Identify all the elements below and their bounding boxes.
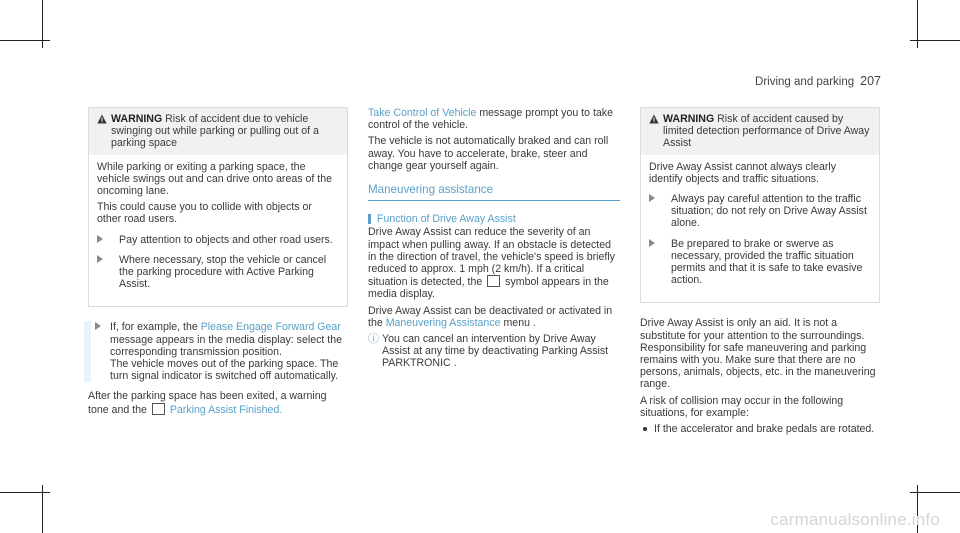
column-2	[368, 107, 620, 370]
bullet-text: If the accelerator and brake pedals are rotated.	[654, 423, 875, 436]
after-text	[88, 390, 348, 415]
menu-link[interactable]: Maneuvering Assistance	[385, 316, 501, 329]
arrow-icon	[97, 255, 103, 263]
action-text: Pay attention to objects and other road users.	[119, 233, 333, 246]
warning-icon	[649, 114, 659, 124]
action-item	[97, 234, 339, 246]
action-item	[649, 238, 871, 287]
step-text: message appears in the media display: select the corresponding transmission position.	[110, 333, 343, 358]
body-text-end: symbol appears in the media display.	[368, 276, 609, 301]
warning-box	[640, 107, 880, 303]
body-text-end: menu .	[503, 316, 536, 329]
step-result: The vehicle moves out of the parking space. The turn signal indicator is switched off automatically.	[110, 358, 339, 383]
warning-body	[89, 155, 347, 307]
column-1	[88, 107, 348, 420]
body-text: Drive Away Assist is only an aid. It is not a substitute for your attention to the surroundings. Responsibility for safe maneuvering and parking remains with you. Make sure that there are no persons, animals, objects, etc. in the maneuvering range.	[640, 317, 876, 391]
section-title: Maneuvering assistance	[368, 184, 620, 201]
section-name: Driving and parking	[755, 76, 855, 88]
warning-header	[641, 108, 879, 155]
arrow-icon	[649, 194, 655, 202]
note-text: You can cancel an intervention by Drive Away Assist at any time by deactivating Parking Assist PARKTRONIC .	[382, 333, 609, 370]
crop-mark	[0, 40, 50, 41]
sub-title: Function of Drive Away Assist	[368, 213, 620, 225]
body-text	[368, 305, 620, 329]
body-text-start: Drive Away Assist can reduce the severity of an impact when pulling away. If an obstacle is detected in the direction of travel, the vehicle's speed is briefly reduced to approx. 1 mph (2 km/h). If a critical situation is detected, the	[368, 226, 615, 289]
display-message-link[interactable]: Please Engage Forward Gear	[200, 321, 341, 334]
warning-headline: Risk of accident due to vehicle swinging out while parking or pulling out of a parking space	[111, 113, 319, 150]
warning-text: While parking or exiting a parking space, the vehicle swings out and can drive onto areas of the oncoming lane.	[97, 160, 332, 198]
page-number: 207	[860, 74, 881, 88]
note	[368, 333, 620, 370]
warning-icon	[97, 114, 107, 124]
action-text: Always pay careful attention to the traffic situation; do not rely on Drive Away Assist alone.	[671, 193, 867, 230]
action-item	[649, 193, 871, 230]
body-text	[368, 226, 620, 300]
warning-box	[88, 107, 348, 307]
crop-mark	[0, 492, 50, 493]
action-text: Be prepared to brake or swerve as necessary, provided the traffic situation permits and that it is safe to take evasive action.	[671, 237, 863, 287]
info-icon: ⓘ	[368, 333, 379, 346]
warning-title: WARNING	[111, 113, 163, 125]
warning-text: This could cause you to collide with objects or other road users.	[97, 201, 312, 226]
step-item	[88, 321, 348, 382]
body-text: A risk of collision may occur in the following situations, for example:	[640, 394, 844, 419]
highlight-bar	[84, 321, 91, 382]
step-text: If, for example, the	[110, 321, 198, 334]
warning-title: WARNING	[663, 113, 715, 125]
warning-header	[89, 108, 347, 155]
watermark: carmanualsonline.info	[770, 510, 940, 529]
column-3	[640, 107, 880, 435]
warning-text: Drive Away Assist cannot always clearly identify objects and traffic situations.	[649, 160, 837, 185]
crop-mark	[910, 492, 960, 493]
continued-rest: message prompt you to take control of the vehicle.	[368, 107, 613, 132]
bullet-item	[640, 423, 880, 435]
after-text-start: After the parking space has been exited, a warning tone and the	[88, 390, 327, 416]
display-message-link[interactable]: Parking Assist Finished.	[169, 403, 283, 416]
warning-body	[641, 155, 879, 303]
crop-mark	[910, 40, 960, 41]
body-text-start: Drive Away Assist can be deactivated or activated in the	[368, 304, 613, 329]
running-header	[755, 74, 881, 88]
display-message-link[interactable]: Take Control of Vehicle	[368, 107, 477, 119]
arrow-icon	[97, 235, 103, 243]
warning-headline: Risk of accident caused by limited detection performance of Drive Away Assist	[663, 113, 870, 150]
drive-away-symbol-icon	[487, 275, 500, 287]
action-text: Where necessary, stop the vehicle or cancel the parking procedure with Active Parking Assist.	[119, 253, 327, 291]
body-text: The vehicle is not automatically braked and can roll away. You have to accelerate, brake, steer and change gear yourself again.	[368, 135, 609, 172]
arrow-icon	[95, 322, 101, 330]
arrow-icon	[649, 239, 655, 247]
continued-text	[368, 107, 620, 131]
action-item	[97, 254, 339, 291]
parking-symbol-icon	[152, 403, 165, 415]
